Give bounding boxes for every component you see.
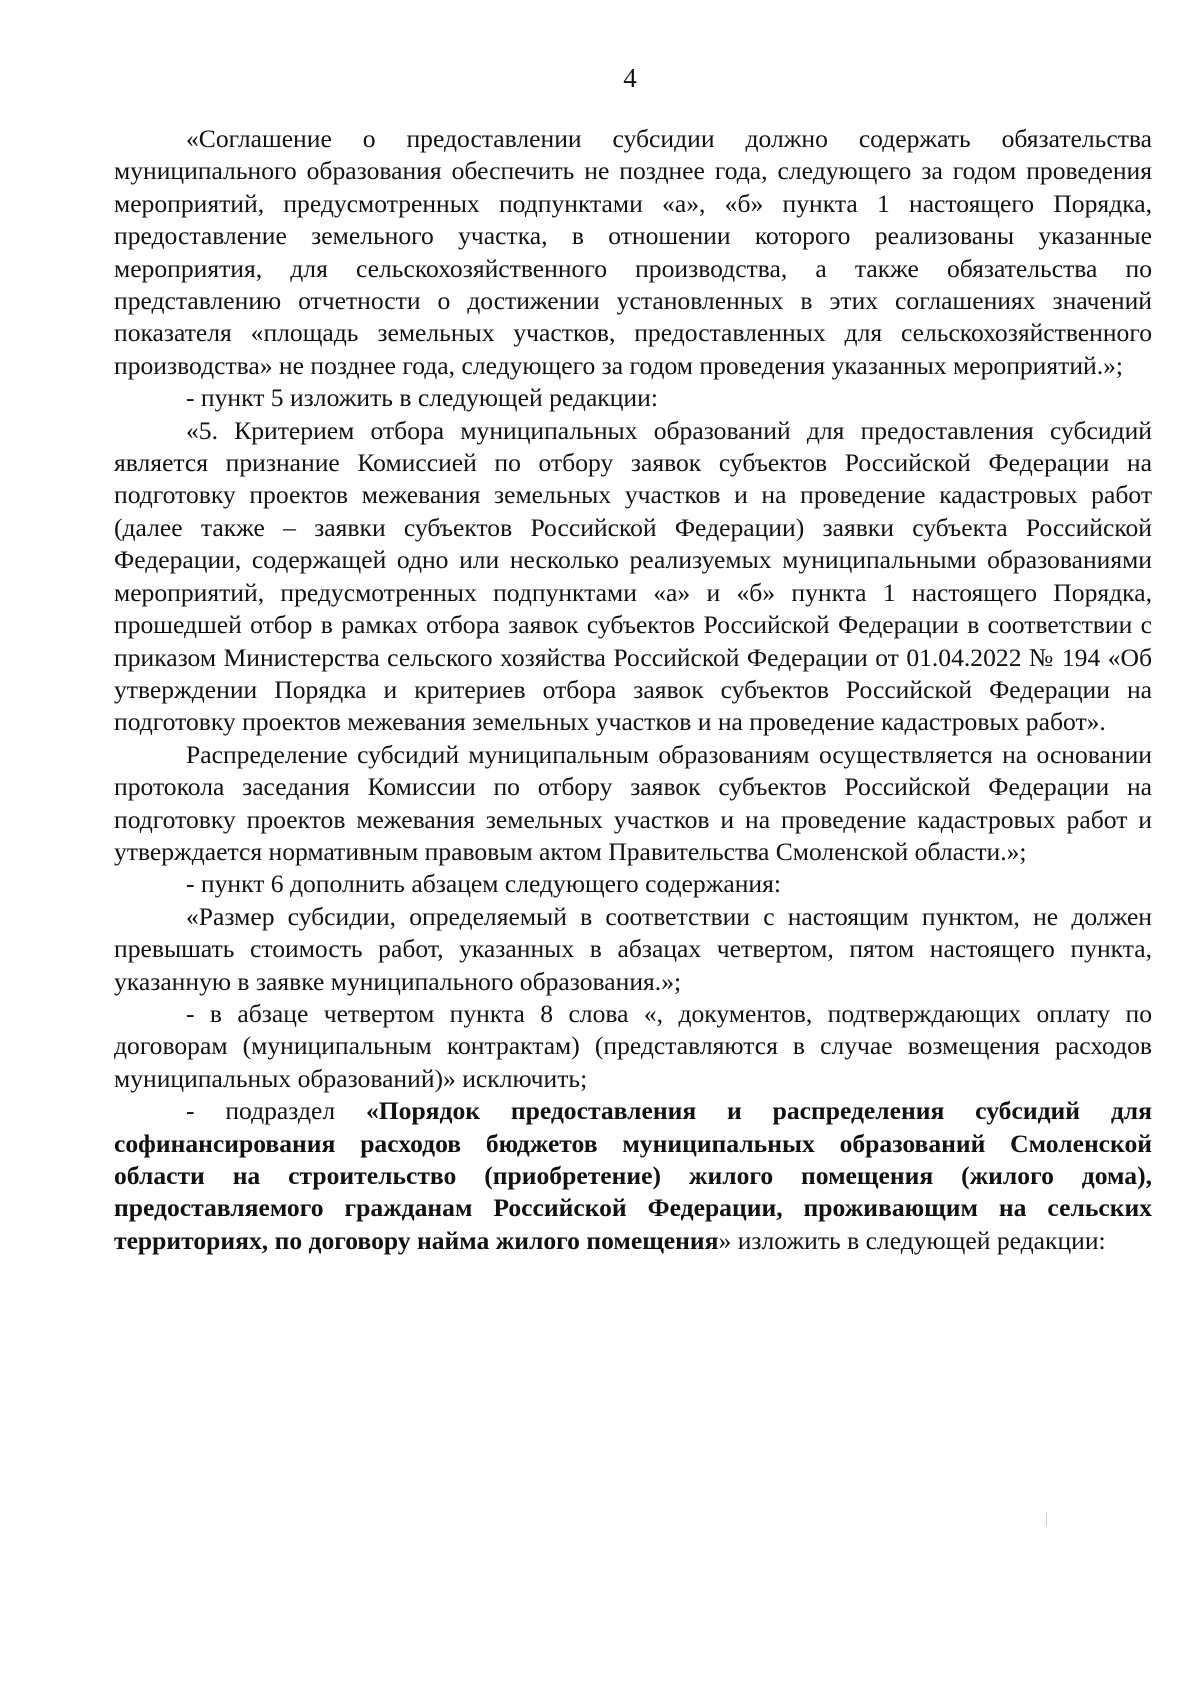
scan-artifact [1046,1512,1047,1526]
paragraph-subsection-amendment [114,1095,1152,1257]
paragraph-subsidy-distribution: Распределение субсидий муниципальным образованиям осуществляется на основании протокола заседания Комиссии по отбору заявок субъектов Российской Федерации на подготовку проектов межевания земельных участков и на проведение кадастровых работ и утверждается нормативным правовым актом Правительства Смоленской области.»; [114,739,1152,866]
subsection-title: «Порядок предоставления и распределения субсидий для софинансирования расходов бюджетов муниципальных образований Смоленской области на строительство (приобретение) жилого помещения (жилого дома), предоставляемого гражданам Российской Федерации, проживающим на сельских территориях, по договору найма жилого помещения [114,1096,1152,1255]
paragraph-subsidy-size: «Размер субсидии, определяемый в соответствии с настоящим пунктом, не должен превышать стоимость работ, указанных в абзацах четвертом, пятом настоящего пункта, указанную в заявке муниципального образования.»; [114,901,1152,996]
page-number: 4 [623,63,637,93]
subsection-prefix: - подраздел [186,1096,366,1126]
subsection-suffix: » изложить в следующей редакции: [718,1225,1106,1255]
paragraph-item-6-instruction: - пункт 6 дополнить абзацем следующего содержания: [186,869,782,899]
paragraph-item-5-instruction: - пункт 5 изложить в следующей редакции: [186,383,658,413]
document-body [114,123,1152,1257]
paragraph-agreement-obligations: «Соглашение о предоставлении субсидии должно содержать обязательства муниципального образования обеспечить не позднее года, следующего за годом проведения мероприятий, предусмотренных подпунктами «а», «б» пункта 1 настоящего Порядка, предоставление земельного участка, в отношении которого реализованы указанные мероприятия, для сельскохозяйственного производства, а также обязательства по представлению отчетности о достижении установленных в этих соглашениях значений показателя «площадь земельных участков, предоставленных для сельскохозяйственного производства» не позднее года, следующего за годом проведения указанных мероприятий.»; [114,124,1152,380]
paragraph-item-8-amendment: - в абзаце четвертом пункта 8 слова «, документов, подтверждающих оплату по договорам (муниципальным контрактам) (представляются в случае возмещения расходов муниципальных образований)» исключить; [114,998,1152,1093]
paragraph-item-5-text: «5. Критерием отбора муниципальных образований для предоставления субсидий является признание Комиссией по отбору заявок субъектов Российской Федерации на подготовку проектов межевания земельных участков и на проведение кадастровых работ (далее также – заявки субъектов Российской Федерации) заявки субъекта Российской Федерации, содержащей одно или несколько реализуемых муниципальными образованиями мероприятий, предусмотренных подпунктами «а» и «б» пункта 1 настоящего Порядка, прошедшей отбор в рамках отбора заявок субъектов Российской Федерации в соответствии с приказом Министерства сельского хозяйства Российской Федерации от 01.04.2022 № 194 «Об утверждении Порядка и критериев отбора заявок субъектов Российской Федерации на подготовку проектов межевания земельных участков и на проведение кадастровых работ». [114,415,1152,737]
